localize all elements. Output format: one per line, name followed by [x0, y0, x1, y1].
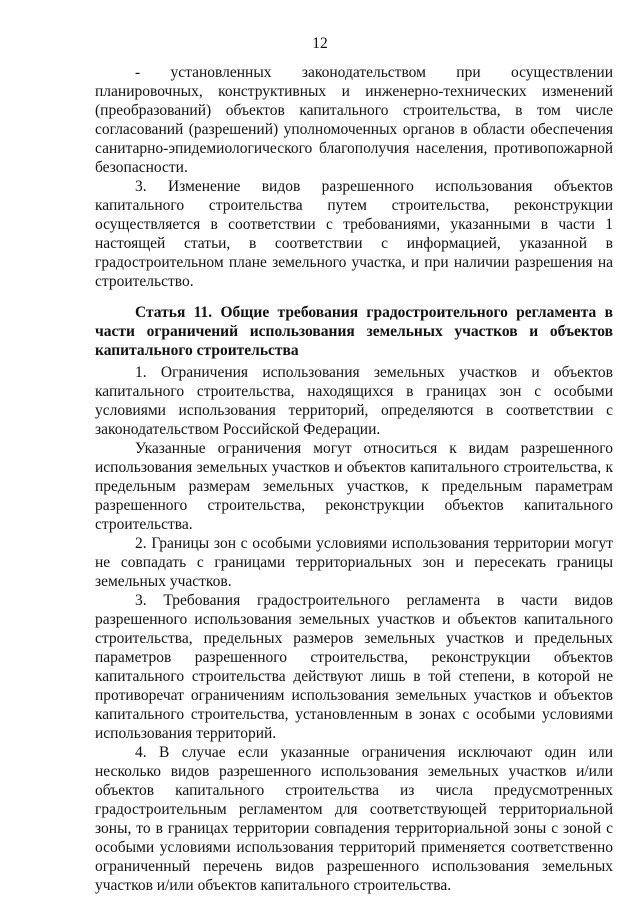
paragraph-restrictions: 1. Ограничения использования земельных участков и объектов капитального строительства, находящихся в границах зон с особыми условиями использования территорий, определяются в соответствии с законодательством Российской Федерации. — [95, 364, 613, 438]
paragraph-regulation-requirements: 3. Требования градостроительного регламента в части видов разрешенного использования земельных участков и объектов капитального строительства, предельных размеров земельных участков и предельных параметров разрешенного строительства, реконструкции объектов капитального строительства действуют лишь в той степени, в которой не противоречат ограничениям использования земельных участков и объектов капитального строительства, установленным в зонах с особыми условиями использования территорий. — [95, 592, 613, 742]
article-heading: Статья 11. Общие требования градостроительного регламента в части ограничений использования земельных участков и объектов капитального строительства — [95, 304, 613, 359]
document-body — [95, 63, 613, 895]
paragraph-restriction-scope: Указанные ограничения могут относиться к видам разрешенного использования земельных участков и объектов капитального строительства, к предельным размерам земельных участков, к предельным параметрам разрешенного строительства, реконструкции объектов капитального строительства. — [95, 440, 613, 533]
paragraph-zone-boundaries: 2. Границы зон с особыми условиями использования территории могут не совпадать с границами территориальных зон и пересекать границы земельных участков. — [95, 535, 613, 590]
paragraph-excluded-uses: 4. В случае если указанные ограничения исключают один или несколько видов разрешенного использования земельных участков и/или объектов капитального строительства из числа предусмотренных градостроительным регламентом для соответствующей территориальной зоны, то в границах территории совпадения территориальной зоны с зоной с особыми условиями использования территорий применяется соответственно ограниченный перечень видов разрешенного использования земельных участков и/или объектов капитального строительства. — [95, 744, 613, 894]
page-number: 12 — [312, 35, 328, 52]
paragraph-change-of-use: 3. Изменение видов разрешенного использования объектов капитального строительства путем строительства, реконструкции осуществляется в соответствии с требованиями, указанными в части 1 настоящей статьи, в соответствии с информацией, указанной в градостроительном плане земельного участка, и при наличии разрешения на строительство. — [95, 178, 613, 290]
spacer — [95, 291, 613, 303]
paragraph-approvals: - установленных законодательством при осуществлении планировочных, конструктивных и инженерно-технических изменений (преобразований) объектов капитального строительства, в том числе согласований (разрешений) уполномоченных органов в области обеспечения санитарно-эпидемиологического благополучия населения, противопожарной безопасности. — [95, 64, 613, 176]
